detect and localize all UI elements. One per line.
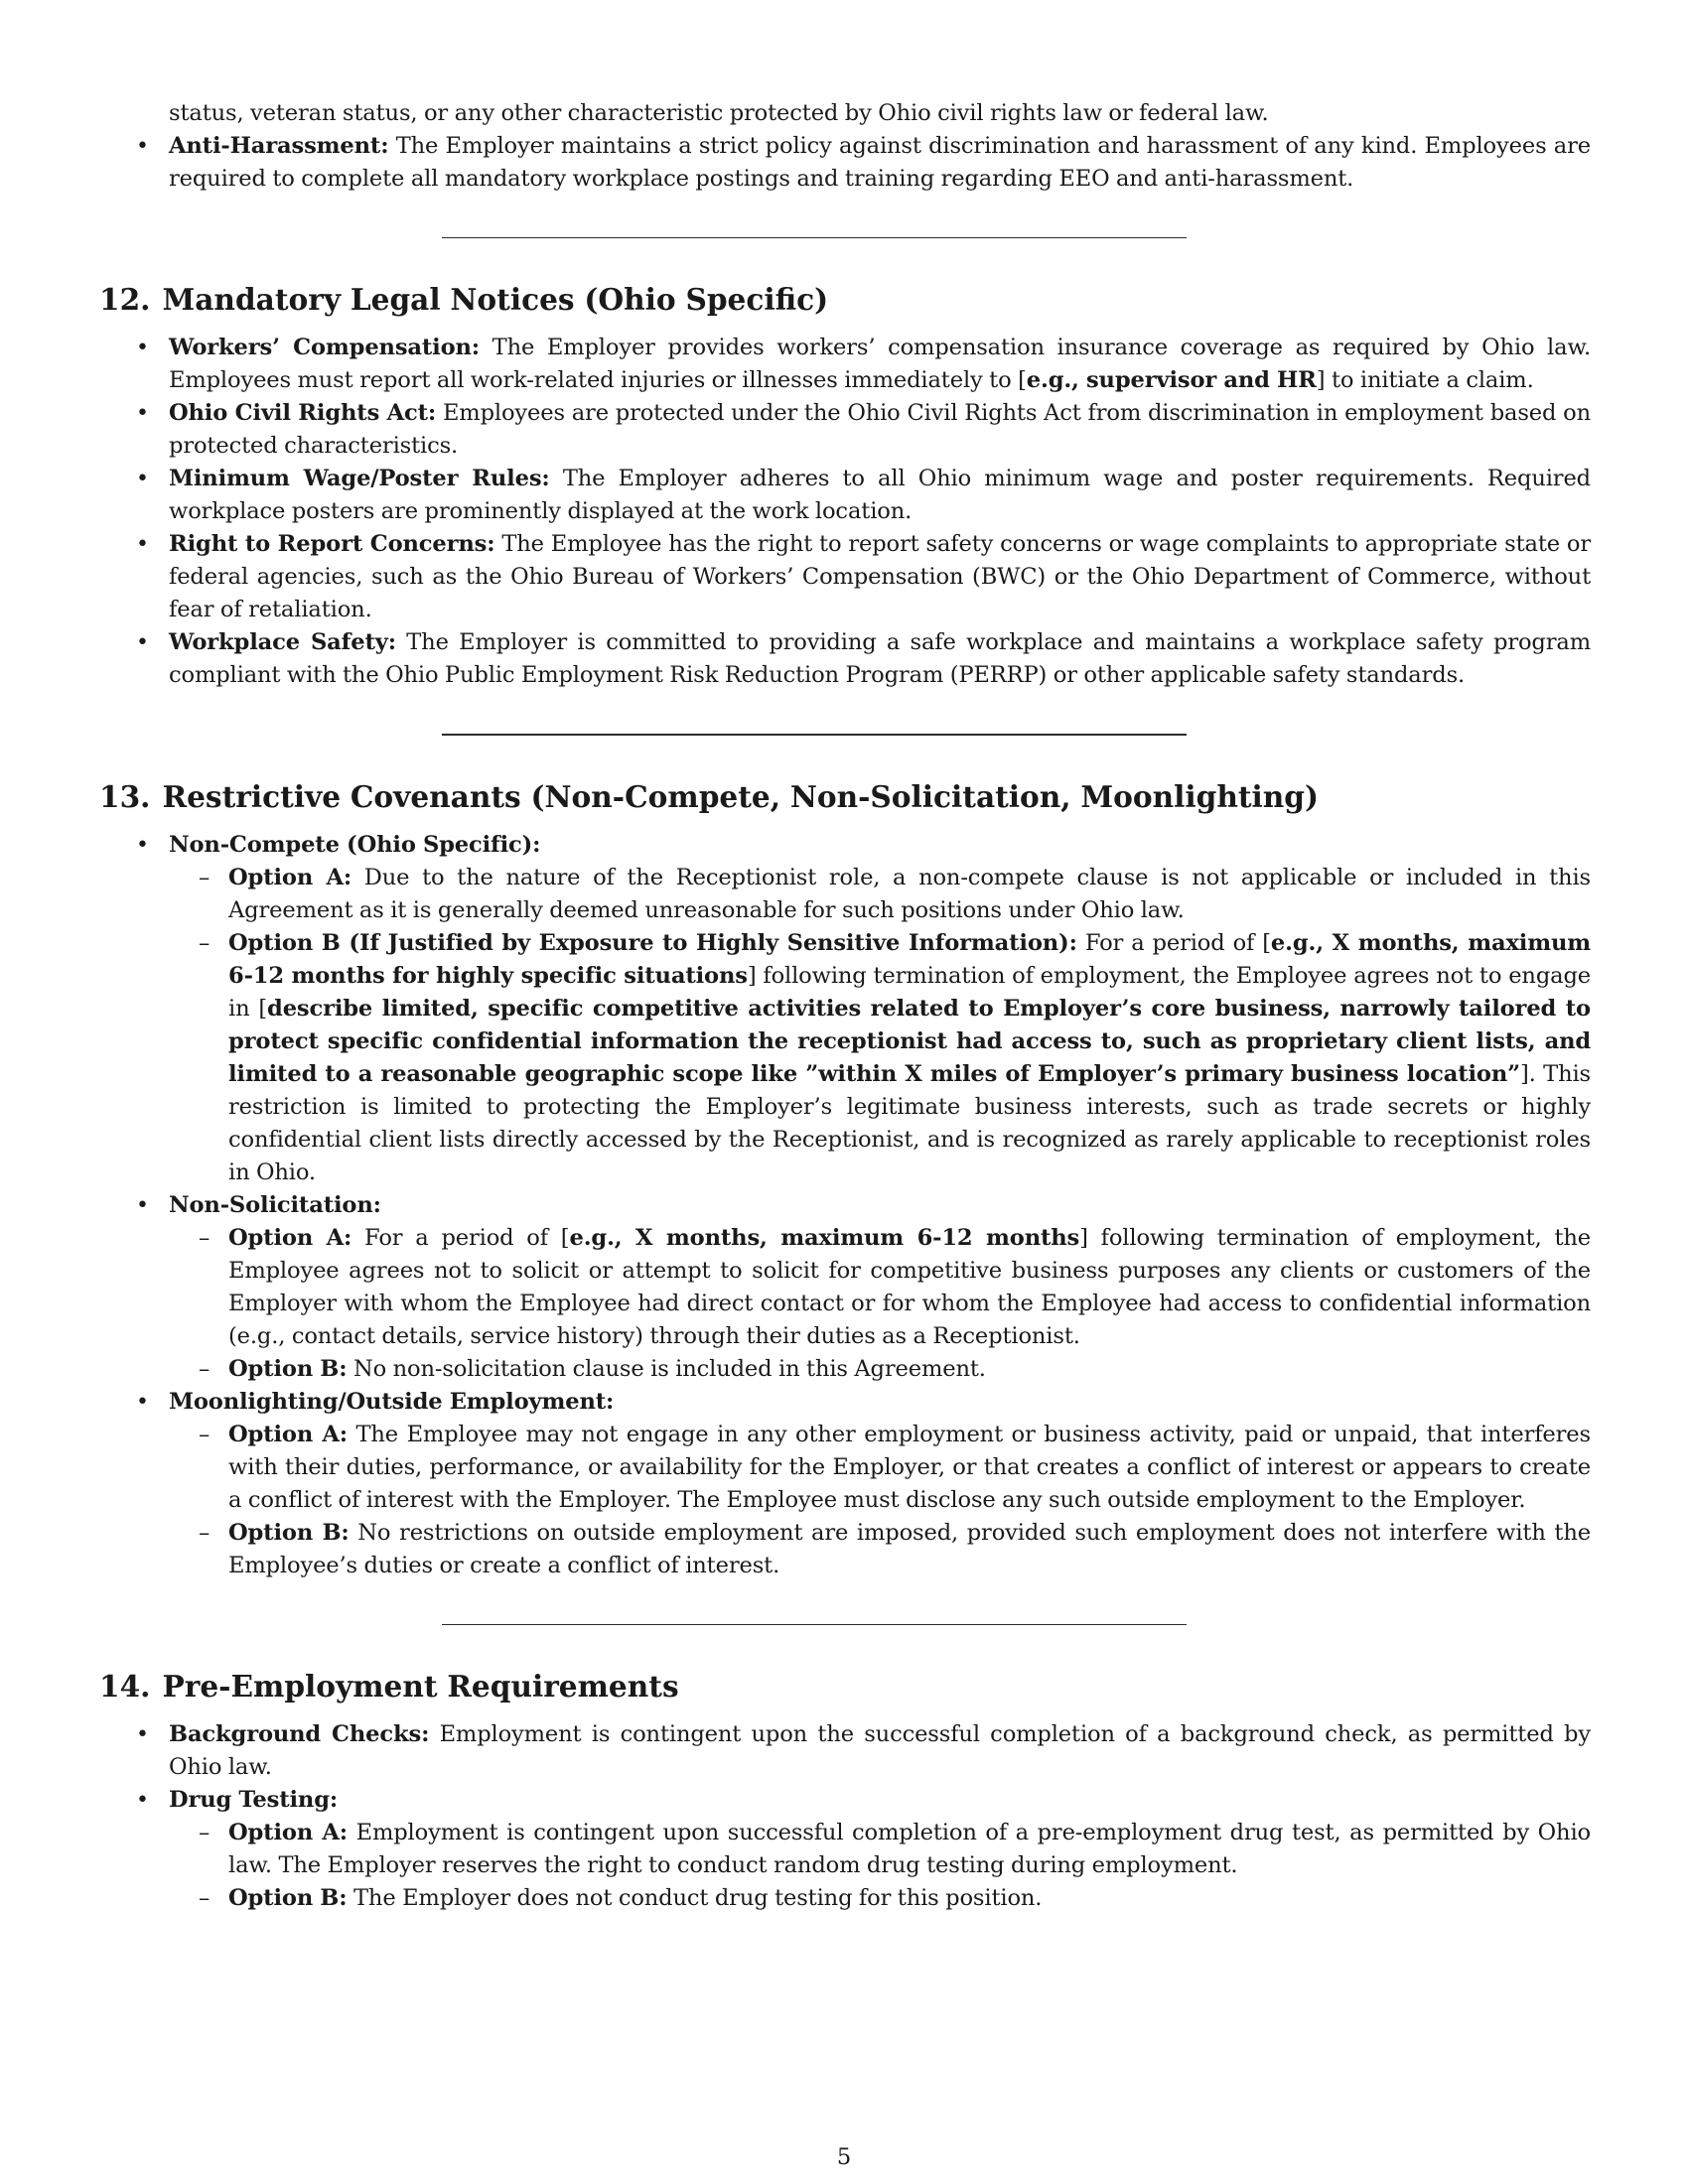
- option-item: – Option A: For a period of [e.g., X months, maximum 6-12 months] following termination of employment, the Employee agrees not to solicit or attempt to solicit for competitive business purposes any clients or customers of the Employer with whom the Employee had direct contact or for whom the Employee had access to confidential information (e.g., contact details, service history) through their duties as a Receptionist.: [169, 1222, 1591, 1353]
- continuation-text: status, veteran status, or any other characteristic protected by Ohio civil rights law or federal law.: [169, 100, 1269, 126]
- option-item: – Option B (If Justified by Exposure to Highly Sensitive Information): For a period of [e.g., X months, maximum 6-12 months for highly specific situations] following termination of employment, the Employee agrees not to engage in [describe limited, specific competitive activities related to Employer’s core business, narrowly tailored to protect specific confidential information the receptionist had access to, such as proprietary client lists, and limited to a reasonable geographic scope like ”within X miles of Employer’s primary business location”]. This restriction is limited to protecting the Employer’s legitimate business interests, such as trade secrets or highly confidential client lists directly accessed by the Receptionist, and is recognized as rarely applicable to receptionist roles in Ohio.: [169, 927, 1591, 1189]
- section-13-list: [99, 829, 1591, 1582]
- option-item: – Option A: The Employee may not engage in any other employment or business activity, paid or unpaid, that interferes with their duties, performance, or availability for the Employer, or that creates a conflict of interest or appears to create a conflict of interest with the Employer. The Employee must disclose any such outside employment to the Employer.: [169, 1419, 1591, 1517]
- option-item: – Option B: No restrictions on outside employment are imposed, provided such employment does not interfere with the Employee’s duties or create a conflict of interest.: [169, 1517, 1591, 1582]
- list-item-workers-comp: • Workers’ Compensation: The Employer provides workers’ compensation insurance coverage as required by Ohio law. Employees must report all work-related injuries or illnesses immediately to [e.g., supervisor and HR] to initiate a claim.: [99, 332, 1591, 397]
- section-divider: [442, 1624, 1187, 1625]
- moonlighting-options: [169, 1419, 1591, 1582]
- list-item-right-to-report: • Right to Report Concerns: The Employee has the right to report safety concerns or wage complaints to appropriate state or federal agencies, such as the Ohio Bureau of Workers’ Compensation (BWC) or the Ohio Department of Commerce, without fear of retaliation.: [99, 528, 1591, 626]
- section-divider: [442, 237, 1187, 238]
- page-number: 5: [836, 2144, 852, 2170]
- non-solicitation-options: [169, 1222, 1591, 1386]
- list-item-background-checks: • Background Checks: Employment is contingent upon the successful completion of a background check, as permitted by Ohio law.: [99, 1718, 1591, 1784]
- section-divider: [442, 734, 1187, 736]
- list-item-non-compete: • Non-Compete (Ohio Specific): – Option A: Due to the nature of the Receptionist role, a non-compete clause is not applicable or included in this Agreement as it is generally deemed unreasonable for such positions under Ohio law. – Option B (If Justified by Exposure to Highly Sensitive Information): For a period of [e.g., X months, maximum 6-12 months for highly specific situations] following termination of employment, the Employee agrees not to engage in [describe limited, specific competitive activities related to Employer’s core business, narrowly tailored to protect specific confidential information the receptionist had access to, such as proprietary client lists, and limited to a reasonable geographic scope like ”within X miles of Employer’s primary business location”]. This restriction is limited to protecting the Employer’s legitimate business interests, such as trade secrets or highly confidential client lists directly accessed by the Receptionist, and is recognized as rarely applicable to receptionist roles in Ohio.: [99, 829, 1591, 1189]
- list-item-drug-testing: • Drug Testing: – Option A: Employment is contingent upon successful completion of a pre-employment drug test, as permitted by Ohio law. The Employer reserves the right to conduct random drug testing during employment. – Option B: The Employer does not conduct drug testing for this position.: [99, 1784, 1591, 1915]
- option-item: – Option B: The Employer does not conduct drug testing for this position.: [169, 1882, 1591, 1915]
- section-12-list: [99, 332, 1591, 692]
- list-item-minimum-wage: • Minimum Wage/Poster Rules: The Employer adheres to all Ohio minimum wage and poster requirements. Required workplace posters are prominently displayed at the work location.: [99, 463, 1591, 528]
- section-14-list: [99, 1718, 1591, 1915]
- intro-list: [99, 130, 1591, 196]
- document-page: [99, 97, 1591, 1915]
- section-heading-13: 13. Restrictive Covenants (Non-Compete, Non-Solicitation, Moonlighting): [99, 779, 1319, 814]
- option-item: – Option B: No non-solicitation clause is included in this Agreement.: [169, 1353, 1591, 1386]
- option-item: – Option A: Due to the nature of the Receptionist role, a non-compete clause is not applicable or included in this Agreement as it is generally deemed unreasonable for such positions under Ohio law.: [169, 862, 1591, 927]
- list-item-ohio-civil-rights: • Ohio Civil Rights Act: Employees are protected under the Ohio Civil Rights Act from discrimination in employment based on protected characteristics.: [99, 397, 1591, 463]
- list-item-workplace-safety: • Workplace Safety: The Employer is committed to providing a safe workplace and maintains a workplace safety program compliant with the Ohio Public Employment Risk Reduction Program (PERRP) or other applicable safety standards.: [99, 626, 1591, 692]
- list-item-moonlighting: • Moonlighting/Outside Employment: – Option A: The Employee may not engage in any other employment or business activity, paid or unpaid, that interferes with their duties, performance, or availability for the Employer, or that creates a conflict of interest or appears to create a conflict of interest with the Employer. The Employee must disclose any such outside employment to the Employer. – Option B: No restrictions on outside employment are imposed, provided such employment does not interfere with the Employee’s duties or create a conflict of interest.: [99, 1386, 1591, 1582]
- drug-testing-options: [169, 1817, 1591, 1915]
- list-item-anti-harassment: • Anti-Harassment: The Employer maintains a strict policy against discrimination and harassment of any kind. Employees are required to complete all mandatory workplace postings and training regarding EEO and anti-harassment.: [99, 130, 1591, 196]
- option-item: – Option A: Employment is contingent upon successful completion of a pre-employment drug test, as permitted by Ohio law. The Employer reserves the right to conduct random drug testing during employment.: [169, 1817, 1591, 1882]
- section-heading-12: 12. Mandatory Legal Notices (Ohio Specific): [99, 282, 829, 317]
- section-heading-14: 14. Pre-Employment Requirements: [99, 1669, 679, 1704]
- non-compete-options: [169, 862, 1591, 1189]
- list-item-non-solicitation: • Non-Solicitation: – Option A: For a period of [e.g., X months, maximum 6-12 months] following termination of employment, the Employee agrees not to solicit or attempt to solicit for competitive business purposes any clients or customers of the Employer with whom the Employee had direct contact or for whom the Employee had access to confidential information (e.g., contact details, service history) through their duties as a Receptionist. – Option B: No non-solicitation clause is included in this Agreement.: [99, 1189, 1591, 1386]
